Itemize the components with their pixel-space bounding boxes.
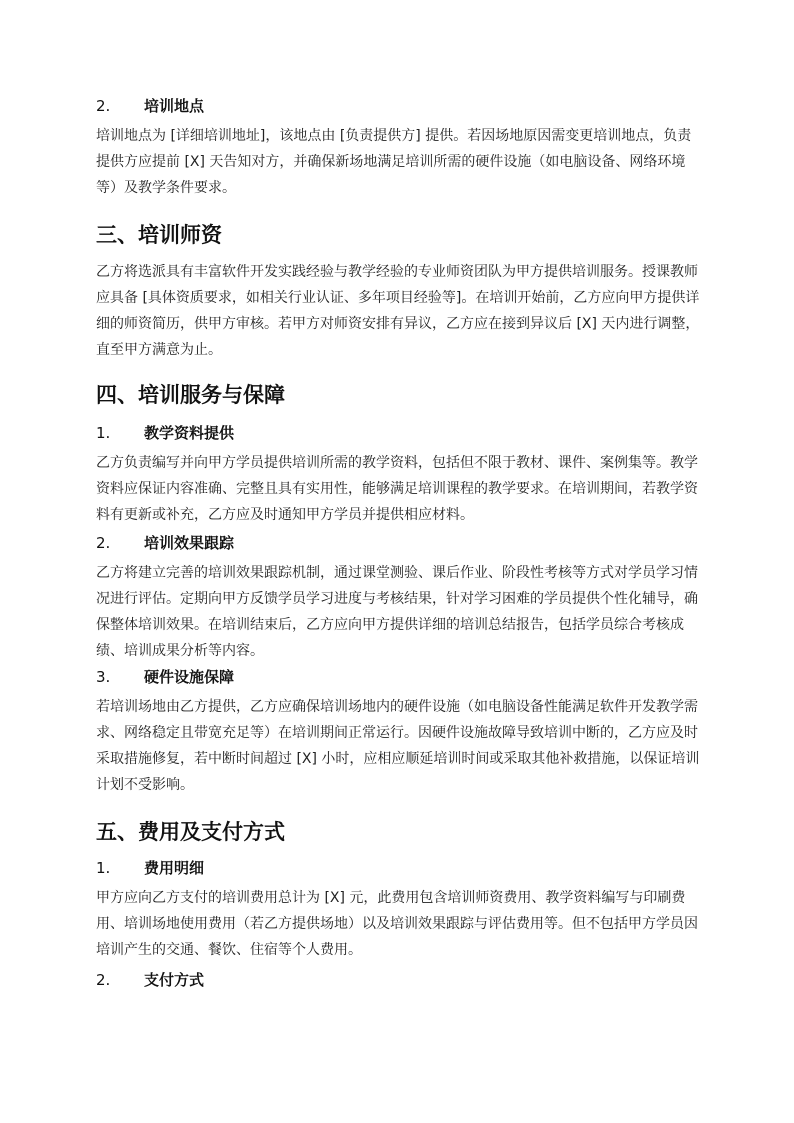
section-heading-services: 四、培训服务与保障 <box>96 383 285 407</box>
subsection-heading-location <box>96 95 700 117</box>
paragraph-teachers: 乙方将选派具有丰富软件开发实践经验与教学经验的专业师资团队为甲方提供培训服务。授课教师应具备 [具体资质要求，如相关行业认证、多年项目经验等]。在培训开始前，乙方应向甲方提供详细的师资简历，供甲方审核。若甲方对师资安排有异议，乙方应在接到异议后 [X] 天内进行调整，直至甲方满意为止。 <box>96 264 700 358</box>
subsection-number: 1. <box>96 859 111 877</box>
subsection-heading-materials <box>96 422 700 444</box>
paragraph-hardware: 若培训场地由乙方提供，乙方应确保培训场地内的硬件设施（如电脑设备性能满足软件开发教学需求、网络稳定且带宽充足等）在培训期间正常运行。因硬件设施故障导致培训中断的，乙方应及时采取措施修复，若中断时间超过 [X] 小时，应相应顺延培训时间或采取其他补救措施，以保证培训计划不受影响。 <box>96 699 700 793</box>
subsection-title: 费用明细 <box>144 859 205 877</box>
subsection-number: 2. <box>96 971 111 989</box>
paragraph-location: 培训地点为 [详细培训地址]，该地点由 [负责提供方] 提供。若因场地原因需变更培训地点，负责提供方应提前 [X] 天告知对方，并确保新场地满足培训所需的硬件设施（如电脑设备、网络环境等）及教学条件要求。 <box>96 128 692 196</box>
subsection-heading-tracking <box>96 532 700 554</box>
paragraph-materials: 乙方负责编写并向甲方学员提供培训所需的教学资料，包括但不限于教材、课件、案例集等。教学资料应保证内容准确、完整且具有实用性，能够满足培训课程的教学要求。在培训期间，若教学资料有更新或补充，乙方应及时通知甲方学员并提供相应材料。 <box>96 455 698 523</box>
subsection-number: 1. <box>96 424 111 442</box>
subsection-title: 支付方式 <box>144 971 205 989</box>
subsection-number: 2. <box>96 534 111 552</box>
paragraph-tracking: 乙方将建立完善的培训效果跟踪机制，通过课堂测验、课后作业、阶段性考核等方式对学员学习情况进行评估。定期向甲方反馈学员学习进度与考核结果，针对学习困难的学员提供个性化辅导，确保整体培训效果。在培训结束后，乙方应向甲方提供详细的培训总结报告，包括学员综合考核成绩、培训成果分析等内容。 <box>96 565 698 659</box>
subsection-number: 2. <box>96 97 111 115</box>
paragraph-fee-details: 甲方应向乙方支付的培训费用总计为 [X] 元，此费用包含培训师资费用、教学资料编写与印刷费用、培训场地使用费用（若乙方提供场地）以及培训效果跟踪与评估费用等。但不包括甲方学员因培训产生的交通、餐饮、住宿等个人费用。 <box>96 890 698 958</box>
subsection-title: 教学资料提供 <box>144 424 235 442</box>
section-heading-teachers: 三、培训师资 <box>96 223 222 247</box>
subsection-heading-hardware <box>96 666 700 688</box>
subsection-title: 硬件设施保障 <box>144 668 235 686</box>
subsection-number: 3. <box>96 668 111 686</box>
subsection-title: 培训效果跟踪 <box>144 534 235 552</box>
subsection-heading-payment <box>96 969 700 991</box>
section-heading-fees: 五、费用及支付方式 <box>96 820 285 844</box>
subsection-heading-fee-details <box>96 857 700 879</box>
subsection-title: 培训地点 <box>144 97 205 115</box>
